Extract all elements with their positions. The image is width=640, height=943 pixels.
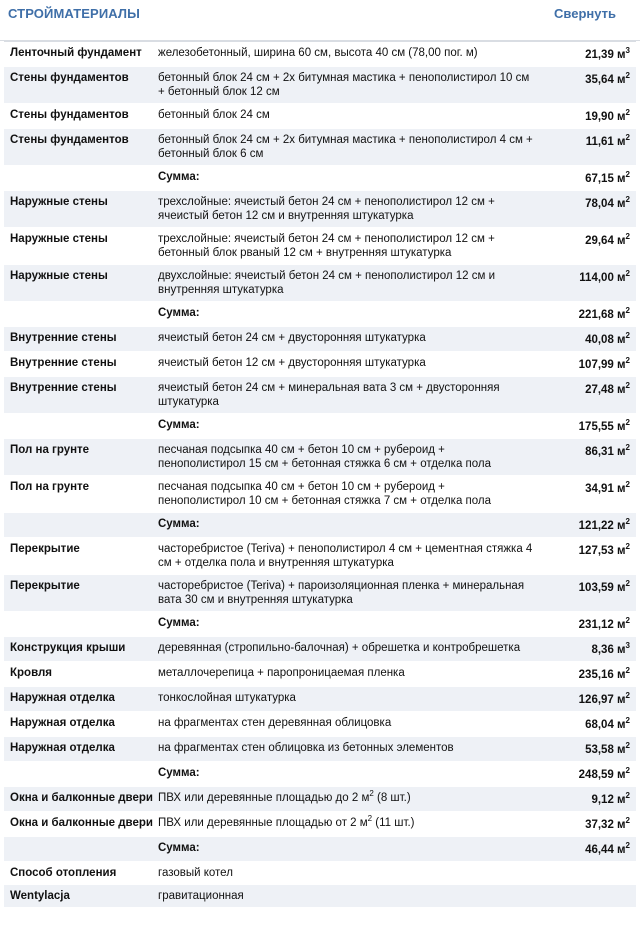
value-amount: 175,55 м: [578, 421, 626, 433]
row-name: Внутренние стены: [4, 327, 156, 352]
row-value: [538, 129, 636, 166]
row-name: Перекрытие: [4, 575, 156, 612]
row-description: бетонный блок 24 см + 2x битумная мастика + пенополистирол 10 см + бетонный блок 12 см: [156, 67, 538, 104]
row-name: [4, 302, 156, 327]
unit-exponent: 3: [625, 46, 630, 55]
row-name: Пол на грунте: [4, 439, 156, 476]
row-description: часторебристое (Teriva) + пенополистирол 4 см + цементная стяжка 4 см + отделка пола и внутренняя штукатурка: [156, 538, 538, 575]
row-description: [156, 812, 538, 837]
row-name: Wentylacja: [4, 885, 156, 908]
row-name: Внутренние стены: [4, 352, 156, 377]
row-description: трехслойные: ячеистый бетон 24 см + пенополистирол 12 см + ячеистый бетон 12 см и внутренняя штукатурка: [156, 191, 538, 228]
table-row: [4, 327, 636, 352]
unit-exponent: 2: [625, 666, 630, 675]
row-description: железобетонный, ширина 60 см, высота 40 см (78,00 пог. м): [156, 42, 538, 67]
unit-exponent: 2: [625, 841, 630, 850]
row-description: деревянная (стропильно-балочная) + обрешетка и контробрешетка: [156, 637, 538, 662]
sum-value: [538, 414, 636, 439]
row-value: [538, 191, 636, 228]
row-name: Окна и балконные двери: [4, 787, 156, 812]
unit-exponent: 2: [625, 791, 630, 800]
value-amount: 121,22 м: [578, 520, 626, 532]
sum-value: [538, 762, 636, 787]
row-description: двухслойные: ячеистый бетон 24 см + пенополистирол 12 см и внутренняя штукатурка: [156, 265, 538, 302]
table-row: [4, 352, 636, 377]
row-description: часторебристое (Teriva) + пароизоляционная пленка + минеральная вата 30 см и внутренняя штукатурка: [156, 575, 538, 612]
unit-exponent: 2: [625, 616, 630, 625]
row-value: [538, 575, 636, 612]
row-value: [538, 662, 636, 687]
materials-table-body: [4, 42, 636, 908]
sum-label: Сумма:: [156, 166, 538, 191]
unit-exponent: 2: [625, 517, 630, 526]
value-amount: 221,68 м: [578, 309, 626, 321]
row-value: [538, 862, 636, 885]
table-row: [4, 885, 636, 908]
unit-exponent: 2: [625, 331, 630, 340]
area-exponent: 2: [367, 814, 373, 823]
value-amount: 231,12 м: [578, 619, 626, 631]
row-name: [4, 612, 156, 637]
row-value: [538, 439, 636, 476]
row-name: [4, 513, 156, 538]
row-name: Пол на грунте: [4, 476, 156, 513]
sum-value: [538, 837, 636, 862]
table-row: [4, 538, 636, 575]
row-value: [538, 538, 636, 575]
table-row: [4, 439, 636, 476]
table-row: [4, 265, 636, 302]
row-value: [538, 377, 636, 414]
row-value: [538, 476, 636, 513]
area-exponent: 2: [369, 789, 374, 798]
row-description: газовый котел: [156, 862, 538, 885]
value-amount: 127,53 м: [578, 545, 626, 557]
value-amount: 19,90 м: [585, 111, 626, 123]
row-name: Кровля: [4, 662, 156, 687]
table-row: [4, 228, 636, 265]
value-amount: 114,00 м: [579, 272, 626, 284]
row-name: Ленточный фундамент: [4, 42, 156, 67]
row-name: Наружная отделка: [4, 737, 156, 762]
unit-exponent: 2: [625, 195, 630, 204]
row-name: Внутренние стены: [4, 377, 156, 414]
value-amount: 86,31 м: [585, 446, 626, 458]
row-name: Наружные стены: [4, 228, 156, 265]
row-value: [538, 67, 636, 104]
row-value: [538, 265, 636, 302]
row-value: [538, 104, 636, 129]
sum-label: Сумма:: [156, 762, 538, 787]
table-row: [4, 104, 636, 129]
sum-row: [4, 837, 636, 862]
row-name: Наружные стены: [4, 265, 156, 302]
row-name: Наружные стены: [4, 191, 156, 228]
value-amount: 8,36 м: [591, 644, 626, 656]
row-name: Наружная отделка: [4, 687, 156, 712]
row-name: Стены фундаментов: [4, 67, 156, 104]
row-description: на фрагментах стен деревянная облицовка: [156, 712, 538, 737]
unit-exponent: 2: [625, 766, 630, 775]
row-value: [538, 42, 636, 67]
row-name: Перекрытие: [4, 538, 156, 575]
row-value: [538, 812, 636, 837]
sum-label: Сумма:: [156, 302, 538, 327]
row-value: [538, 327, 636, 352]
value-amount: 37,32 м: [585, 819, 626, 831]
unit-exponent: 2: [625, 269, 630, 278]
value-amount: 78,04 м: [585, 198, 626, 210]
sum-row: [4, 414, 636, 439]
sum-label: Сумма:: [156, 513, 538, 538]
unit-exponent: 2: [625, 542, 630, 551]
unit-exponent: 2: [625, 71, 630, 80]
sum-label: Сумма:: [156, 612, 538, 637]
value-amount: 11,61 м: [585, 136, 626, 148]
row-name: Способ отопления: [4, 862, 156, 885]
sum-value: [538, 302, 636, 327]
row-value: [538, 352, 636, 377]
sum-row: [4, 513, 636, 538]
section-title: СТРОЙМАТЕРИАЛЫ: [8, 6, 140, 21]
row-description-text: ПВХ или деревянные площадью от 2 м: [158, 817, 368, 829]
unit-exponent: 2: [625, 579, 630, 588]
row-value: [538, 787, 636, 812]
row-description: ячеистый бетон 12 см + двусторонняя штукатурка: [156, 352, 538, 377]
table-row: [4, 662, 636, 687]
table-row: [4, 862, 636, 885]
table-row: [4, 787, 636, 812]
unit-exponent: 2: [625, 816, 630, 825]
value-amount: 235,16 м: [578, 669, 626, 681]
row-name: Окна и балконные двери: [4, 812, 156, 837]
table-row: [4, 191, 636, 228]
row-name: [4, 414, 156, 439]
sum-value: [538, 166, 636, 191]
value-amount: 67,15 м: [585, 173, 626, 185]
sum-row: [4, 612, 636, 637]
value-amount: 68,04 м: [585, 719, 626, 731]
row-description: песчаная подсыпка 40 см + бетон 10 см + рубероид + пенополистирол 15 см + бетонная стяжка 6 см + отделка пола: [156, 439, 538, 476]
value-amount: 248,59 м: [578, 769, 626, 781]
sum-row: [4, 302, 636, 327]
table-row: [4, 67, 636, 104]
row-name: [4, 166, 156, 191]
table-row: [4, 575, 636, 612]
unit-exponent: 2: [625, 108, 630, 117]
value-amount: 9,12 м: [591, 794, 626, 806]
table-row: [4, 637, 636, 662]
sum-label: Сумма:: [156, 837, 538, 862]
value-amount: 103,59 м: [578, 582, 626, 594]
row-description: [156, 787, 538, 812]
unit-exponent: 2: [625, 691, 630, 700]
table-row: [4, 687, 636, 712]
unit-exponent: 2: [625, 170, 630, 179]
collapse-link[interactable]: Свернуть: [554, 6, 616, 21]
unit-exponent: 2: [625, 306, 630, 315]
table-row: [4, 737, 636, 762]
row-description: на фрагментах стен облицовка из бетонных элементов: [156, 737, 538, 762]
sum-row: [4, 166, 636, 191]
row-description: бетонный блок 24 см: [156, 104, 538, 129]
row-name: Конструкция крыши: [4, 637, 156, 662]
table-row: [4, 812, 636, 837]
unit-exponent: 2: [625, 133, 630, 142]
row-description: трехслойные: ячеистый бетон 24 см + пенополистирол 12 см + бетонный блок рваный 12 см + внутренняя штукатурка: [156, 228, 538, 265]
row-description: бетонный блок 24 см + 2x битумная мастика + пенополистирол 4 см + бетонный блок 6 см: [156, 129, 538, 166]
unit-exponent: 2: [625, 480, 630, 489]
unit-exponent: 2: [625, 443, 630, 452]
unit-exponent: 2: [625, 356, 630, 365]
value-amount: 34,91 м: [585, 483, 626, 495]
row-description: гравитационная: [156, 885, 538, 908]
sum-label: Сумма:: [156, 414, 538, 439]
value-amount: 53,58 м: [585, 744, 626, 756]
unit-exponent: 2: [625, 418, 630, 427]
table-row: [4, 42, 636, 67]
row-description-text: ПВХ или деревянные площадью до 2 м: [158, 792, 370, 804]
value-amount: 40,08 м: [585, 334, 626, 346]
value-amount: 29,64 м: [585, 235, 626, 247]
value-amount: 27,48 м: [585, 384, 626, 396]
value-amount: 35,64 м: [585, 74, 626, 86]
row-value: [538, 737, 636, 762]
unit-exponent: 3: [625, 641, 630, 650]
sum-value: [538, 612, 636, 637]
row-description: ячеистый бетон 24 см + двусторонняя штукатурка: [156, 327, 538, 352]
row-description-count: (11 шт.): [372, 817, 415, 829]
row-description: песчаная подсыпка 40 см + бетон 10 см + рубероид + пенополистирол 10 см + бетонная стяжка 7 см + отделка пола: [156, 476, 538, 513]
row-value: [538, 228, 636, 265]
row-name: Стены фундаментов: [4, 104, 156, 129]
unit-exponent: 2: [625, 232, 630, 241]
row-value: [538, 687, 636, 712]
section-header: [0, 0, 640, 41]
row-name: [4, 837, 156, 862]
value-amount: 21,39 м: [585, 49, 626, 61]
sum-value: [538, 513, 636, 538]
row-name: [4, 762, 156, 787]
materials-table: [4, 41, 636, 908]
value-amount: 107,99 м: [578, 359, 626, 371]
row-description: ячеистый бетон 24 см + минеральная вата 3 см + двусторонняя штукатурка: [156, 377, 538, 414]
unit-exponent: 2: [625, 716, 630, 725]
value-amount: 126,97 м: [578, 694, 626, 706]
sum-row: [4, 762, 636, 787]
row-value: [538, 637, 636, 662]
unit-exponent: 2: [625, 381, 630, 390]
row-description: металлочерепица + паропроницаемая пленка: [156, 662, 538, 687]
table-row: [4, 377, 636, 414]
table-row: [4, 129, 636, 166]
table-row: [4, 476, 636, 513]
row-name: Стены фундаментов: [4, 129, 156, 166]
value-amount: 46,44 м: [585, 844, 626, 856]
row-value: [538, 885, 636, 908]
row-value: [538, 712, 636, 737]
row-description-count: (8 шт.): [373, 792, 411, 804]
row-name: Наружная отделка: [4, 712, 156, 737]
row-description: тонкослойная штукатурка: [156, 687, 538, 712]
unit-exponent: 2: [625, 741, 630, 750]
table-row: [4, 712, 636, 737]
